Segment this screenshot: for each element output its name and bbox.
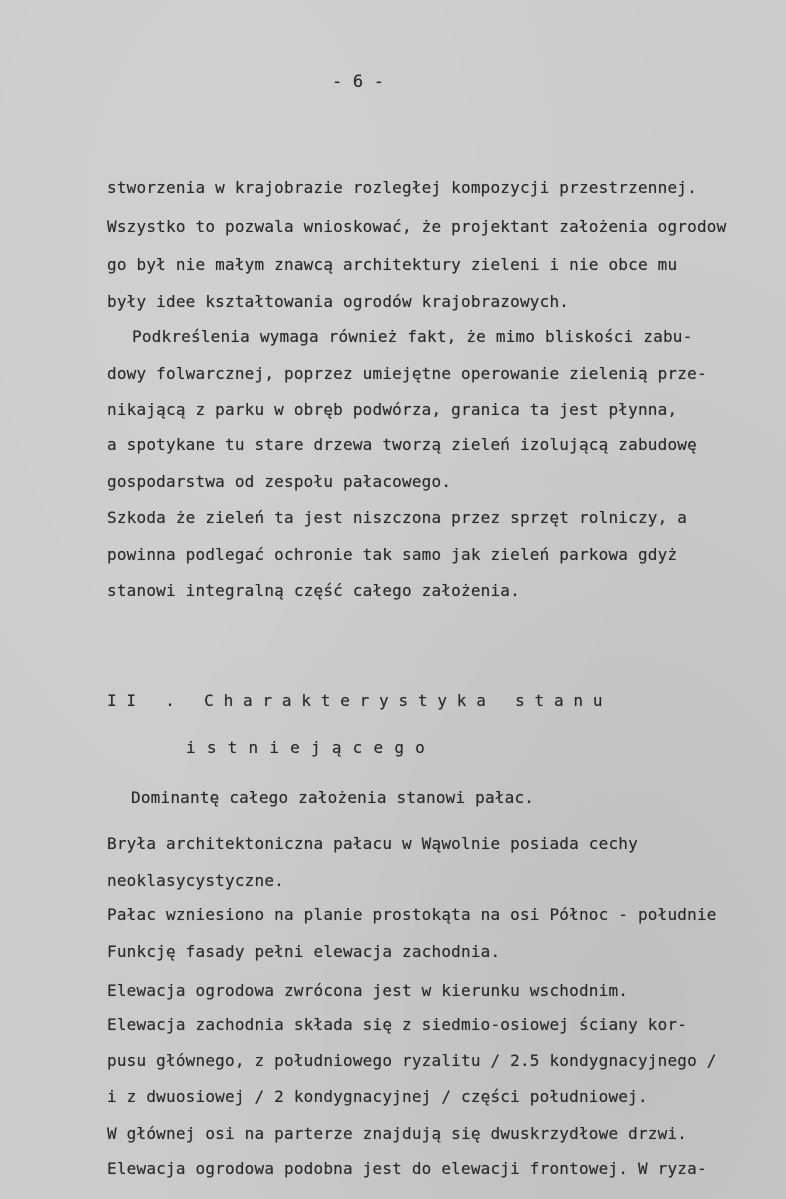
paragraph2-line-2: dowy folwarcznej, poprzez umiejętne operowanie zielenią prze-	[107, 364, 707, 383]
paragraph3-line-1: Szkoda że zieleń ta jest niszczona przez sprzęt rolniczy, a	[107, 508, 688, 527]
paragraph2-line-5: gospodarstwa od zespołu pałacowego.	[107, 472, 452, 491]
paragraph2-line-1: Podkreślenia wymaga również fakt, że mimo bliskości zabu-	[132, 327, 693, 346]
section-body-line-9: i z dwuosiowej / 2 kondygnacyjnej / części południowej.	[107, 1087, 648, 1106]
section-body-line-3: neoklasycystyczne.	[107, 871, 284, 890]
paragraph2-line-3: nikającą z parku w obręb podwórza, granica ta jest płynna,	[107, 400, 678, 419]
section-body-line-6: Elewacja ogrodowa zwrócona jest w kierunku wschodnim.	[107, 981, 629, 1000]
section-body-line-5: Funkcję fasady pełni elewacja zachodnia.	[107, 942, 501, 961]
paragraph3-line-3: stanowi integralną część całego założenia.	[107, 581, 520, 600]
paragraph1-line-1: stworzenia w krajobrazie rozległej kompozycji przestrzennej.	[107, 178, 697, 197]
section-body-line-1: Dominantę całego założenia stanowi pałac.	[131, 788, 535, 807]
section-body-line-10: W głównej osi na parterze znajdują się dwuskrzydłowe drzwi.	[107, 1124, 688, 1143]
paragraph2-line-4: a spotykane tu stare drzewa tworzą zieleń izolującą zabudowę	[107, 435, 697, 454]
page-number: - 6 -	[332, 72, 385, 92]
section-body-line-7: Elewacja zachodnia składa się z siedmio-osiowej ściany kor-	[107, 1015, 688, 1034]
paragraph3-line-2: powinna podlegać ochronie tak samo jak zieleń parkowa gdyż	[107, 545, 678, 564]
section-heading-line-2: istniejącego	[186, 738, 436, 757]
section-heading-line-1: II . Charakterystyka stanu	[107, 691, 613, 710]
paragraph1-line-4: były idee kształtowania ogrodów krajobrazowych.	[107, 292, 570, 311]
section-body-line-8: pusu głównego, z południowego ryzalitu / 2.5 kondygnacyjnego /	[107, 1051, 717, 1070]
section-body-line-2: Bryła architektoniczna pałacu w Wąwolnie posiada cechy	[107, 834, 638, 853]
paragraph1-line-2: Wszystko to pozwala wnioskować, że projektant założenia ogrodow	[107, 217, 727, 236]
paragraph1-line-3: go był nie małym znawcą architektury zieleni i nie obce mu	[107, 255, 678, 274]
section-body-line-4: Pałac wzniesiono na planie prostokąta na osi Północ - południe	[107, 905, 717, 924]
section-body-line-11: Elewacja ogrodowa podobna jest do elewacji frontowej. W ryza-	[107, 1159, 707, 1178]
